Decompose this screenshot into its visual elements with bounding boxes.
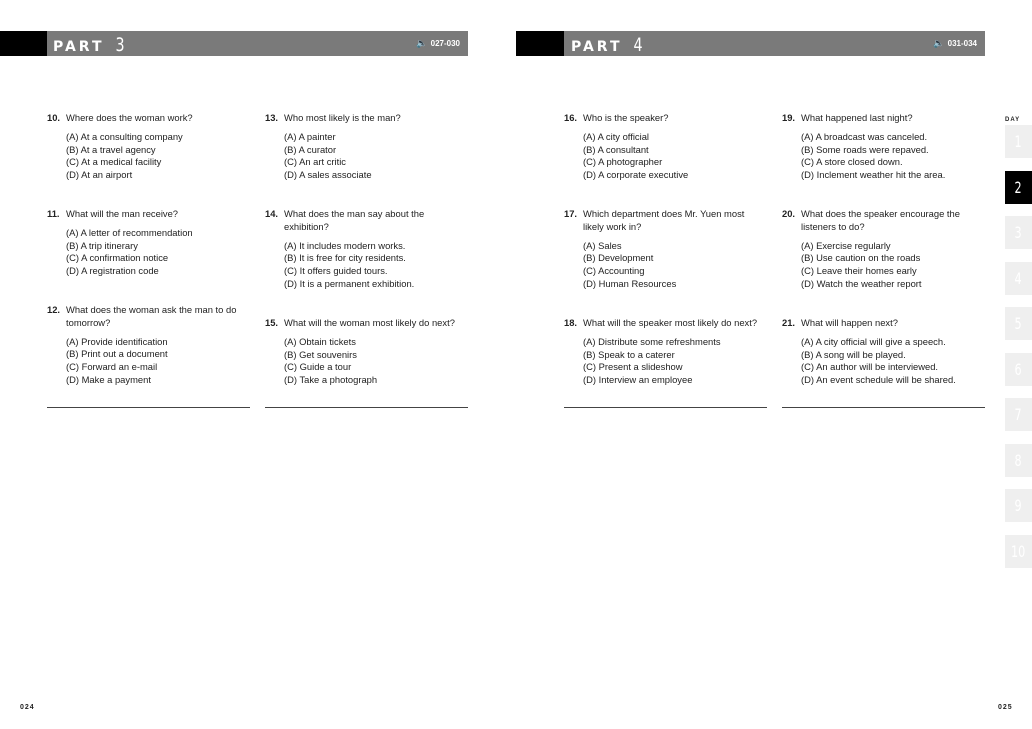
question: [47, 304, 252, 387]
answer-option[interactable]: (C) An art critic: [284, 156, 346, 168]
day-tab-1[interactable]: [1005, 125, 1032, 158]
question-text: Where does the woman work?: [66, 112, 193, 123]
question-text: What happened last night?: [801, 112, 913, 123]
answer-option[interactable]: (A) A city official will give a speech.: [801, 335, 946, 347]
answer-option[interactable]: (C) Forward an e-mail: [66, 361, 158, 373]
question: [564, 208, 764, 291]
question-stem: [47, 112, 247, 125]
answer-options: [284, 240, 450, 291]
question-stem: [564, 112, 764, 125]
question: [265, 317, 465, 387]
question-number: 18.: [564, 317, 578, 328]
question: [782, 208, 977, 291]
answer-option[interactable]: (A) Distribute some refreshments: [583, 335, 721, 347]
day-tab-label: 7: [1014, 405, 1023, 424]
answer-options: [284, 336, 465, 387]
day-tab-3[interactable]: [1005, 216, 1032, 249]
day-tab-label: 8: [1014, 450, 1023, 470]
answer-option[interactable]: (B) At a travel agency: [66, 143, 156, 155]
day-tab-6[interactable]: [1005, 353, 1032, 386]
question-stem: [265, 208, 450, 234]
page-number-left: 024: [20, 704, 35, 711]
day-tab-label: 10: [1011, 541, 1026, 561]
header-black-tab: [0, 31, 47, 56]
question-number: 12.: [47, 304, 61, 315]
answer-option[interactable]: (B) Development: [583, 252, 654, 264]
answer-option[interactable]: (D) Human Resources: [583, 277, 677, 289]
question-text: Who most likely is the man?: [284, 112, 401, 123]
answer-option[interactable]: (D) A corporate executive: [583, 169, 689, 181]
question-text: Who is the speaker?: [583, 112, 669, 123]
answer-option[interactable]: (C) A photographer: [583, 156, 663, 168]
answer-options: [801, 336, 982, 387]
question-number: 10.: [47, 112, 61, 123]
answer-option[interactable]: (C) Leave their homes early: [801, 265, 917, 277]
answer-option[interactable]: (A) A city official: [583, 130, 649, 142]
audio-track[interactable]: 🔈 031-034: [933, 38, 977, 48]
question-stem: [564, 317, 769, 330]
answer-option[interactable]: (C) An author will be interviewed.: [801, 361, 939, 373]
day-tab-10[interactable]: [1005, 535, 1032, 568]
question-number: 15.: [265, 317, 279, 328]
question-number: 21.: [782, 317, 796, 328]
question-number: 16.: [564, 112, 578, 123]
part-title: PART 4: [571, 34, 643, 56]
answer-option[interactable]: (B) A curator: [284, 143, 337, 155]
part-3-header: [0, 31, 468, 56]
answer-option[interactable]: (A) Sales: [583, 239, 622, 251]
answer-option[interactable]: (B) Print out a document: [66, 348, 168, 360]
day-tab-label: 6: [1014, 359, 1023, 379]
question: [782, 112, 982, 182]
question-text: What does the man say about the exhibition?: [284, 208, 425, 232]
day-tab-label: 2: [1014, 177, 1023, 197]
question-text: What will happen next?: [801, 317, 898, 328]
question-stem: [564, 208, 764, 234]
day-tab-7[interactable]: [1005, 398, 1032, 431]
day-tab-8[interactable]: [1005, 444, 1032, 477]
question-stem: [782, 112, 982, 125]
answer-options: [801, 131, 982, 182]
day-tab-2[interactable]: [1005, 171, 1032, 204]
page-number-right: 025: [998, 704, 1013, 711]
answer-options: [583, 131, 764, 182]
answer-option[interactable]: (B) Get souvenirs: [284, 348, 357, 360]
question: [564, 112, 764, 182]
question-text: What will the woman most likely do next?: [284, 317, 455, 328]
divider: [47, 407, 250, 408]
day-tab-9[interactable]: [1005, 489, 1032, 522]
question-stem: [782, 208, 977, 234]
question-text: What will the man receive?: [66, 208, 179, 219]
divider: [782, 407, 985, 408]
answer-option[interactable]: (D) A registration code: [66, 265, 159, 277]
question-text: Which department does Mr. Yuen most likely work in?: [583, 208, 745, 232]
answer-option[interactable]: (A) It includes modern works.: [284, 239, 406, 251]
answer-option[interactable]: (B) Some roads were repaved.: [801, 143, 929, 155]
answer-options: [583, 240, 764, 291]
question-text: What does the speaker encourage the listeners to do?: [801, 208, 960, 232]
day-tab-4[interactable]: [1005, 262, 1032, 295]
answer-option[interactable]: (D) Watch the weather report: [801, 277, 922, 289]
answer-option[interactable]: (D) An event schedule will be shared.: [801, 374, 956, 386]
answer-option[interactable]: (A) Obtain tickets: [284, 335, 356, 347]
question-number: 11.: [47, 208, 60, 219]
day-label: DAY: [1005, 117, 1021, 123]
question-text: What will the speaker most likely do next?: [583, 317, 758, 328]
question-stem: [47, 304, 252, 330]
answer-option[interactable]: (A) A letter of recommendation: [66, 226, 193, 238]
answer-options: [66, 131, 247, 182]
question-text: What does the woman ask the man to do tomorrow?: [66, 304, 237, 328]
day-tab-label: 9: [1014, 496, 1023, 515]
audio-track[interactable]: 🔈 027-030: [416, 38, 460, 48]
answer-option[interactable]: (B) Use caution on the roads: [801, 252, 921, 264]
day-tab-label: 5: [1014, 314, 1023, 333]
answer-option[interactable]: (A) A broadcast was canceled.: [801, 130, 928, 142]
answer-option[interactable]: (C) A store closed down.: [801, 156, 903, 168]
question: [47, 208, 247, 278]
answer-option[interactable]: (B) Speak to a caterer: [583, 348, 675, 360]
answer-options: [66, 336, 252, 387]
answer-option[interactable]: (C) Present a slideshow: [583, 361, 683, 373]
header-black-tab: [516, 31, 564, 56]
question-stem: [782, 317, 982, 330]
question: [265, 208, 450, 291]
divider: [265, 407, 468, 408]
answer-option[interactable]: (A) Exercise regularly: [801, 239, 891, 251]
part-4-header: [516, 31, 985, 56]
question-number: 14.: [265, 208, 279, 219]
answer-option[interactable]: (D) It is a permanent exhibition.: [284, 277, 415, 289]
day-tab-5[interactable]: [1005, 307, 1032, 340]
answer-option[interactable]: (C) At a medical facility: [66, 156, 162, 168]
answer-option[interactable]: (D) Inclement weather hit the area.: [801, 169, 946, 181]
speaker-icon: 🔈: [933, 38, 945, 48]
answer-option[interactable]: (B) A trip itinerary: [66, 239, 138, 251]
question: [47, 112, 247, 182]
answer-option[interactable]: (B) It is free for city residents.: [284, 252, 406, 264]
answer-option[interactable]: (C) Guide a tour: [284, 361, 352, 373]
question-stem: [265, 317, 465, 330]
question-number: 20.: [782, 208, 796, 219]
answer-option[interactable]: (C) Accounting: [583, 265, 645, 277]
answer-option[interactable]: (D) At an airport: [66, 169, 133, 181]
question-stem: [47, 208, 247, 221]
answer-options: [66, 227, 247, 278]
answer-options: [801, 240, 977, 291]
answer-options: [284, 131, 465, 182]
answer-option[interactable]: (C) It offers guided tours.: [284, 265, 388, 277]
divider: [564, 407, 767, 408]
answer-option[interactable]: (A) A painter: [284, 130, 336, 142]
question-number: 17.: [564, 208, 578, 219]
answer-option[interactable]: (D) A sales associate: [284, 169, 372, 181]
question: [265, 112, 465, 182]
answer-option[interactable]: (D) Interview an employee: [583, 374, 693, 386]
question-number: 13.: [265, 112, 279, 123]
day-tab-label: 1: [1014, 132, 1023, 151]
answer-option[interactable]: (D) Make a payment: [66, 373, 151, 385]
question-stem: [265, 112, 465, 125]
answer-option[interactable]: (B) A song will be played.: [801, 348, 906, 360]
speaker-icon: 🔈: [416, 38, 428, 48]
question-number: 19.: [782, 112, 796, 123]
question: [782, 317, 982, 387]
day-tab-label: 4: [1014, 268, 1023, 288]
answer-option[interactable]: (D) Take a photograph: [284, 374, 378, 386]
answer-option[interactable]: (B) A consultant: [583, 143, 649, 155]
part-title: PART 3: [53, 34, 125, 56]
answer-option[interactable]: (A) Provide identification: [66, 335, 168, 347]
answer-option[interactable]: (A) At a consulting company: [66, 130, 183, 142]
answer-options: [583, 336, 769, 387]
answer-option[interactable]: (C) A confirmation notice: [66, 252, 169, 264]
day-tab-label: 3: [1014, 223, 1023, 242]
question: [564, 317, 769, 387]
